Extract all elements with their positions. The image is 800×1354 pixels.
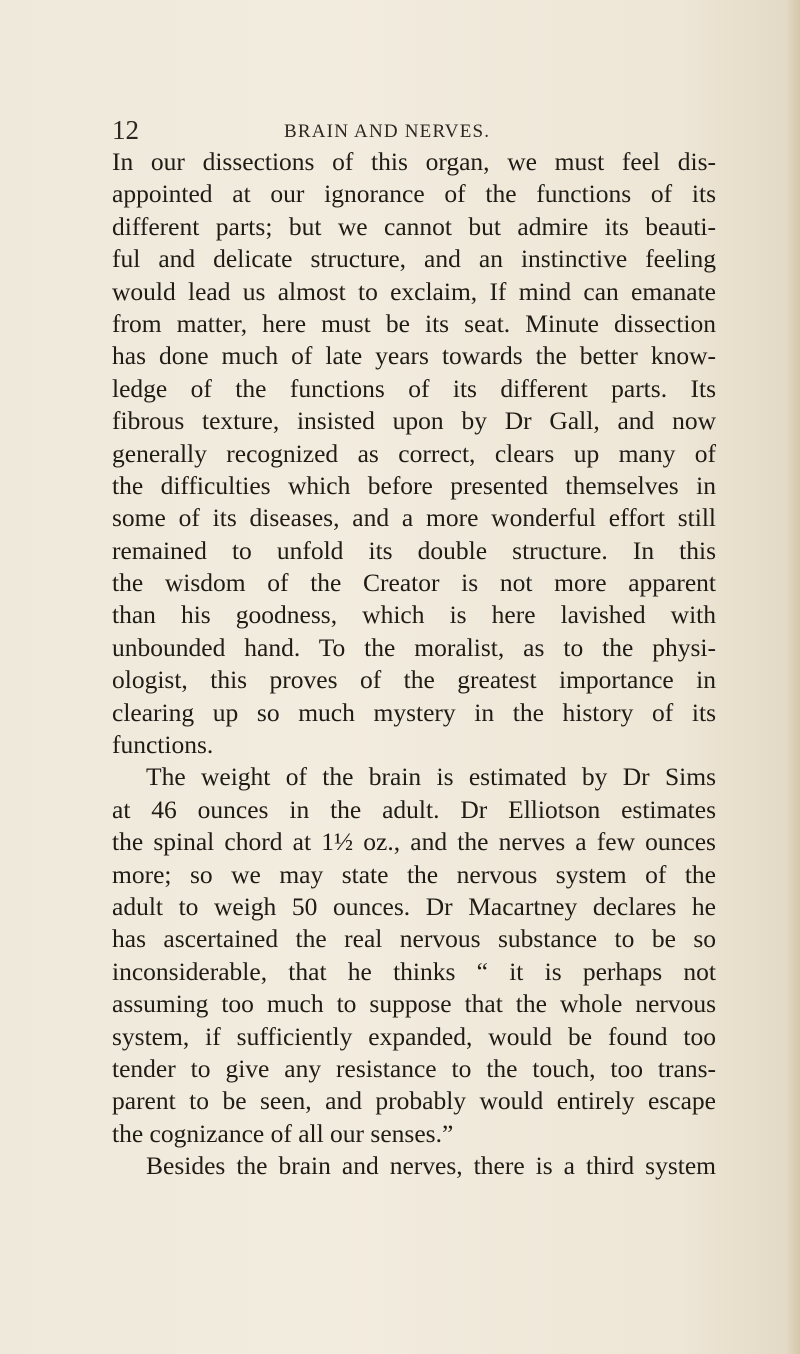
text-line: adult to weigh 50 ounces. Dr Macartney declares he (112, 891, 716, 921)
text-line: system, if sufficiently expanded, would be found too (112, 1021, 716, 1051)
text-line: fibrous texture, insisted upon by Dr Gall, and now (112, 406, 716, 436)
text-line: has ascertained the real nervous substance to be so (112, 924, 716, 954)
text-line: parent to be seen, and probably would entirely escape (112, 1086, 716, 1116)
text-line: from matter, here must be its seat. Minute dissection (112, 308, 716, 338)
text-line: clearing up so much mystery in the history of its (112, 697, 716, 727)
text-line: ful and delicate structure, and an instinctive feeling (112, 244, 716, 274)
text-line: than his goodness, which is here lavished with (112, 600, 716, 630)
text-line: generally recognized as correct, clears up many of (112, 438, 716, 468)
text-line: Besides the brain and nerves, there is a third system (146, 1151, 716, 1181)
text-line: assuming too much to suppose that the whole nervous (112, 989, 716, 1019)
text-line: tender to give any resistance to the touch, too trans- (112, 1053, 716, 1083)
text-line: The weight of the brain is estimated by Dr Sims (146, 762, 716, 792)
text-line: inconsiderable, that he thinks “ it is perhaps not (112, 956, 716, 986)
text-line: unbounded hand. To the moralist, as to the physi- (112, 632, 716, 662)
text-line: remained to unfold its double structure. In this (112, 535, 716, 565)
body-text (112, 146, 716, 1183)
text-line: more; so we may state the nervous system of the (112, 859, 716, 889)
text-line: ledge of the functions of its different parts. Its (112, 373, 716, 403)
text-line: would lead us almost to exclaim, If mind can emanate (112, 276, 716, 306)
page-number: 12 (112, 115, 139, 145)
text-line: In our dissections of this organ, we must feel dis- (112, 147, 716, 176)
text-line: at 46 ounces in the adult. Dr Elliotson estimates (112, 794, 716, 824)
text-line: functions. (112, 730, 214, 760)
running-head: BRAIN AND NERVES. (284, 121, 491, 142)
text-line: the spinal chord at 1½ oz., and the nerves a few ounces (112, 827, 716, 857)
text-line: different parts; but we cannot but admire its beauti- (112, 211, 716, 241)
text-line: the cognizance of all our senses.” (112, 1118, 454, 1148)
text-line: ologist, this proves of the greatest importance in (112, 665, 716, 695)
page-header (112, 115, 716, 149)
page-edge-shadow (786, 0, 800, 1354)
text-line: has done much of late years towards the better know- (112, 341, 716, 371)
text-line: appointed at our ignorance of the functions of its (112, 179, 716, 209)
text-line: the difficulties which before presented themselves in (112, 470, 716, 500)
text-line: some of its diseases, and a more wonderful effort still (112, 503, 716, 533)
text-line: the wisdom of the Creator is not more apparent (112, 568, 716, 598)
